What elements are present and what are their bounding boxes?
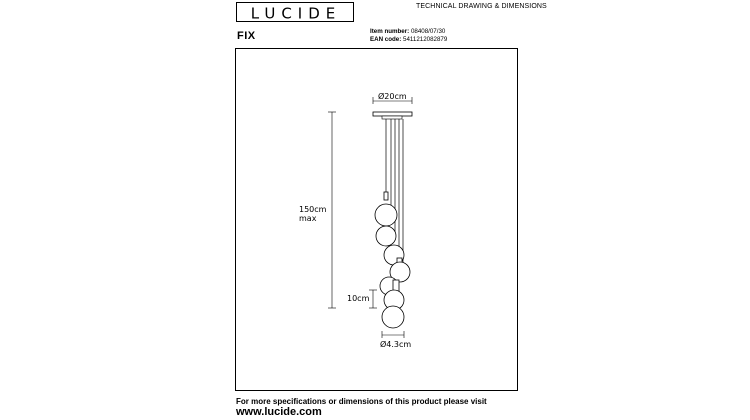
footer-note: For more specifications or dimensions of this product please visit xyxy=(236,397,487,406)
height-note: max xyxy=(299,214,317,223)
canopy-cup-icon xyxy=(382,116,402,119)
globe-bulb-icon xyxy=(376,226,396,246)
ean-code-value: 5411212082879 xyxy=(403,36,448,43)
item-number-value: 08408/07/30 xyxy=(410,28,446,35)
pendant-bulbs xyxy=(375,192,410,328)
canopy-icon xyxy=(373,112,412,116)
canopy-diameter-label: Ø20cm xyxy=(378,92,407,101)
height-label: 150cm xyxy=(299,205,327,214)
height-dimension xyxy=(328,112,336,308)
ean-code-label: EAN code: xyxy=(370,36,402,43)
website-link[interactable]: www.lucide.com xyxy=(236,406,322,418)
item-number-label: Item number: xyxy=(370,28,410,35)
lamp-holder-icon xyxy=(384,192,388,200)
globe-bulb-icon xyxy=(375,204,397,226)
svg-text:LUCIDE: LUCIDE xyxy=(250,4,342,23)
bulb-diameter-label: Ø4.3cm xyxy=(380,340,412,349)
bulb-height-label: 10cm xyxy=(347,294,370,303)
product-name: FIX xyxy=(237,30,256,42)
bulb-height-dimension xyxy=(369,290,377,308)
bulb-diameter-dimension xyxy=(382,331,404,338)
globe-bulb-icon xyxy=(382,306,404,328)
document-title: TECHNICAL DRAWING & DIMENSIONS xyxy=(416,3,547,10)
